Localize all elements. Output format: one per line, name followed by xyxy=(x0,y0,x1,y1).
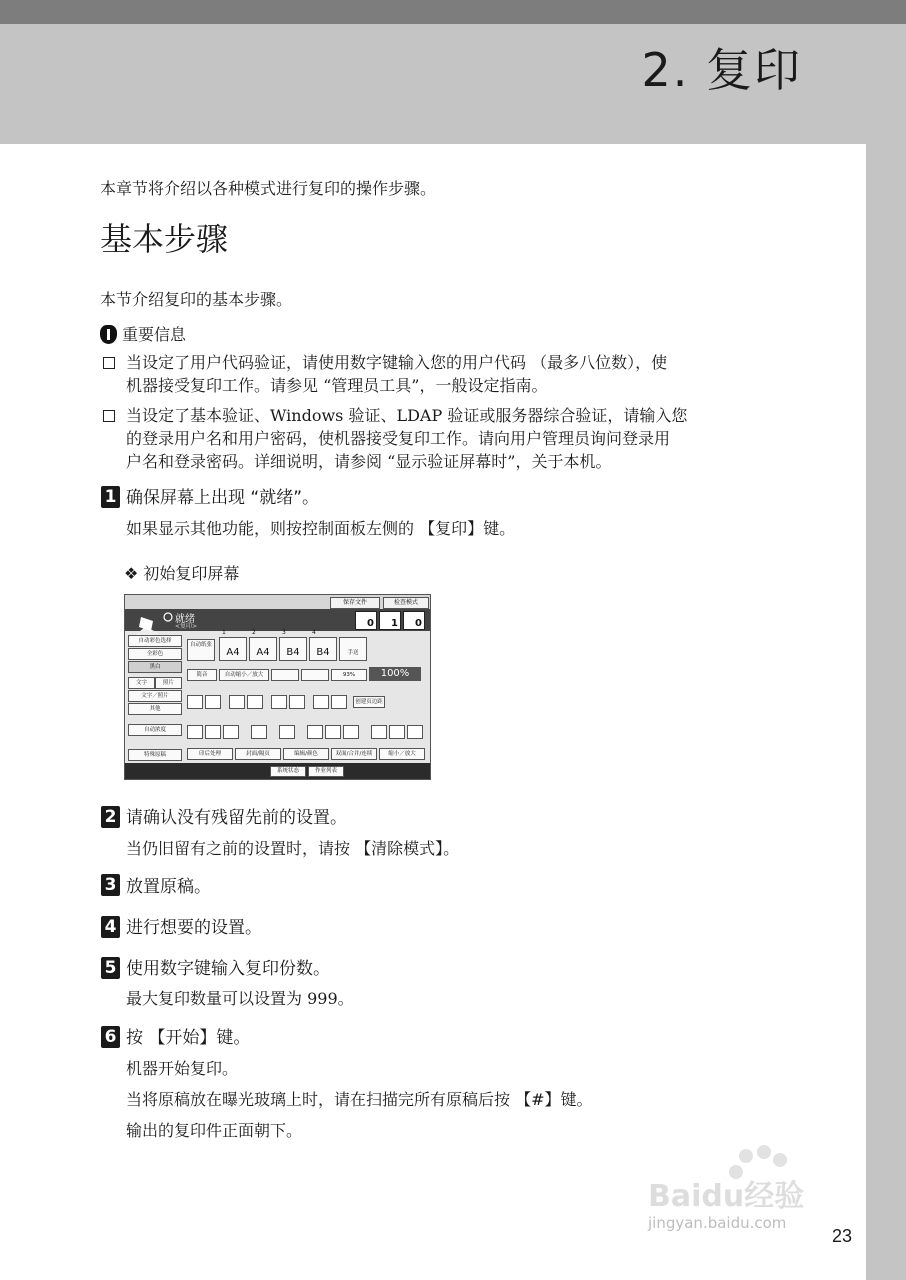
margin-button[interactable]: 创建页边距 xyxy=(353,696,385,708)
check-mode-button[interactable]: 检查模式 xyxy=(383,597,429,609)
system-status-button[interactable]: 系统状态 xyxy=(270,766,306,777)
step-title: 确保屏幕上出现 “就绪”。 xyxy=(126,488,320,508)
step-text: 当仍旧留有之前的设置时，请按 【清除模式】。 xyxy=(126,839,460,858)
tab-edit-color[interactable]: 编辑/颜色 xyxy=(283,748,329,760)
counter-manual: 0 xyxy=(355,611,377,630)
important-title: 重要信息 xyxy=(122,325,187,344)
status-ready: 就绪 xyxy=(175,614,195,625)
combine-icon[interactable] xyxy=(205,695,221,709)
chapter-intro: 本章节将介绍以各种模式进行复印的操作步骤。 xyxy=(100,179,437,198)
copier-screen xyxy=(124,594,431,780)
step-number: 5 xyxy=(101,957,120,979)
status-sub: <复印> xyxy=(175,623,198,630)
watermark-brand: Baidu经验 xyxy=(648,1179,805,1214)
checkbox-icon xyxy=(103,357,115,369)
right-sidebar xyxy=(866,144,906,1280)
combine-icon[interactable] xyxy=(289,695,305,709)
combine-icon[interactable] xyxy=(247,695,263,709)
paper-tray-3[interactable]: 3 B4 xyxy=(279,637,307,661)
screen-status-bar xyxy=(125,609,430,631)
step-number: 4 xyxy=(101,916,120,938)
tab-reduce-enlarge[interactable]: 缩小／放大 xyxy=(379,748,425,760)
page-number: 23 xyxy=(832,1226,853,1246)
step-title: 放置原稿。 xyxy=(126,877,211,897)
paper-tray-4[interactable]: 4 B4 xyxy=(309,637,337,661)
step-title: 使用数字键输入复印份数。 xyxy=(126,959,330,979)
step-text: 最大复印数量可以设置为 999。 xyxy=(126,989,354,1008)
ratio-preset-2[interactable] xyxy=(271,669,299,681)
full-color-button[interactable]: 全彩色 xyxy=(128,648,182,660)
paper-tray-2[interactable]: 2 A4 xyxy=(249,637,277,661)
combine-icon[interactable] xyxy=(229,695,245,709)
black-white-button[interactable]: 黑白 xyxy=(128,661,182,673)
important-icon xyxy=(100,325,117,344)
duplex-icon[interactable] xyxy=(307,725,323,739)
header-top-strip xyxy=(0,0,906,24)
special-original-button[interactable]: 特殊原稿 xyxy=(128,749,182,761)
step-text: 当将原稿放在曝光玻璃上时，请在扫描完所有原稿后按 【#】键。 xyxy=(126,1090,593,1109)
bypass-tray-button[interactable]: 手送 xyxy=(339,637,367,661)
duplex-icon[interactable] xyxy=(389,725,405,739)
duplex-icon[interactable] xyxy=(251,725,267,739)
auto-density-button[interactable]: 自动浓度 xyxy=(128,724,182,736)
chapter-title: 2. 复印 xyxy=(641,43,802,97)
duplex-icon[interactable] xyxy=(407,725,423,739)
tab-finishing[interactable]: 印后处理 xyxy=(187,748,233,760)
important-item-line: 机器接受复印工作。请参见 “管理员工具”，一般设定指南。 xyxy=(126,376,548,395)
auto-color-button[interactable]: 自动彩色选择 xyxy=(128,635,182,647)
combine-icon[interactable] xyxy=(187,695,203,709)
duplex-icon[interactable] xyxy=(223,725,239,739)
section-intro: 本节介绍复印的基本步骤。 xyxy=(100,290,293,309)
photo-mode-button[interactable]: 照片 xyxy=(155,677,182,689)
combine-icon[interactable] xyxy=(271,695,287,709)
text-mode-button[interactable]: 文字 xyxy=(128,677,155,689)
duplex-icon[interactable] xyxy=(343,725,359,739)
ratio-display: 100% xyxy=(369,667,421,681)
job-list-button[interactable]: 作业列表 xyxy=(308,766,344,777)
combine-icon[interactable] xyxy=(313,695,329,709)
other-mode-button[interactable]: 其他 xyxy=(128,703,182,715)
save-file-button[interactable]: 保存文件 xyxy=(330,597,380,609)
duplex-icon[interactable] xyxy=(371,725,387,739)
watermark-url: jingyan.baidu.com xyxy=(648,1214,787,1232)
checkbox-icon xyxy=(103,410,115,422)
tab-duplex-combine[interactable]: 双面/合并/连续 xyxy=(331,748,377,760)
step-text: 输出的复印件正面朝下。 xyxy=(126,1121,303,1140)
important-item-line: 当设定了用户代码验证，请使用数字键输入您的用户代码 （最多八位数），使 xyxy=(126,353,668,372)
step-text: 如果显示其他功能，则按控制面板左侧的 【复印】键。 xyxy=(126,519,516,538)
duplex-icon[interactable] xyxy=(187,725,203,739)
auto-paper-button[interactable]: 自动纸张 xyxy=(187,639,215,661)
combine-icon[interactable] xyxy=(331,695,347,709)
ready-indicator-icon xyxy=(163,612,173,622)
important-item-line: 当设定了基本验证、Windows 验证、LDAP 验证或服务器综合验证，请输入您 xyxy=(126,406,688,425)
step-text: 机器开始复印。 xyxy=(126,1059,239,1078)
step-title: 按 【开始】键。 xyxy=(126,1028,251,1048)
duplex-icon[interactable] xyxy=(279,725,295,739)
step-title: 进行想要的设置。 xyxy=(126,918,262,938)
duplex-icon[interactable] xyxy=(205,725,221,739)
step-title: 请确认没有残留先前的设置。 xyxy=(126,808,347,828)
step-number: 1 xyxy=(101,486,120,508)
text-photo-button[interactable]: 文字／照片 xyxy=(128,690,182,702)
ratio-93-button[interactable]: 93% xyxy=(331,669,367,681)
step-number: 2 xyxy=(101,806,120,828)
counter-copies: 0 xyxy=(403,611,425,630)
step-number: 3 xyxy=(101,874,120,896)
step-number: 6 xyxy=(101,1026,120,1048)
counter-quantity: 1 xyxy=(379,611,401,630)
paper-tray-1[interactable]: 1 A4 xyxy=(219,637,247,661)
section-title: 基本步骤 xyxy=(100,220,229,258)
important-item-line: 的登录用户名和用户密码，使机器接受复印工作。请向用户管理员询问登录用 xyxy=(126,429,671,448)
tab-cover-slip[interactable]: 封面/隔页 xyxy=(235,748,281,760)
important-item-line: 户名和登录密码。详细说明，请参阅 “显示验证屏幕时”，关于本机。 xyxy=(126,452,612,471)
ratio-preset-button[interactable]: 简音 xyxy=(187,669,217,681)
auto-reduce-enlarge-button[interactable]: 自动缩小／放大 xyxy=(219,669,269,681)
ratio-preset-3[interactable] xyxy=(301,669,329,681)
figure-caption: ❖ 初始复印屏幕 xyxy=(124,564,240,583)
duplex-icon[interactable] xyxy=(325,725,341,739)
